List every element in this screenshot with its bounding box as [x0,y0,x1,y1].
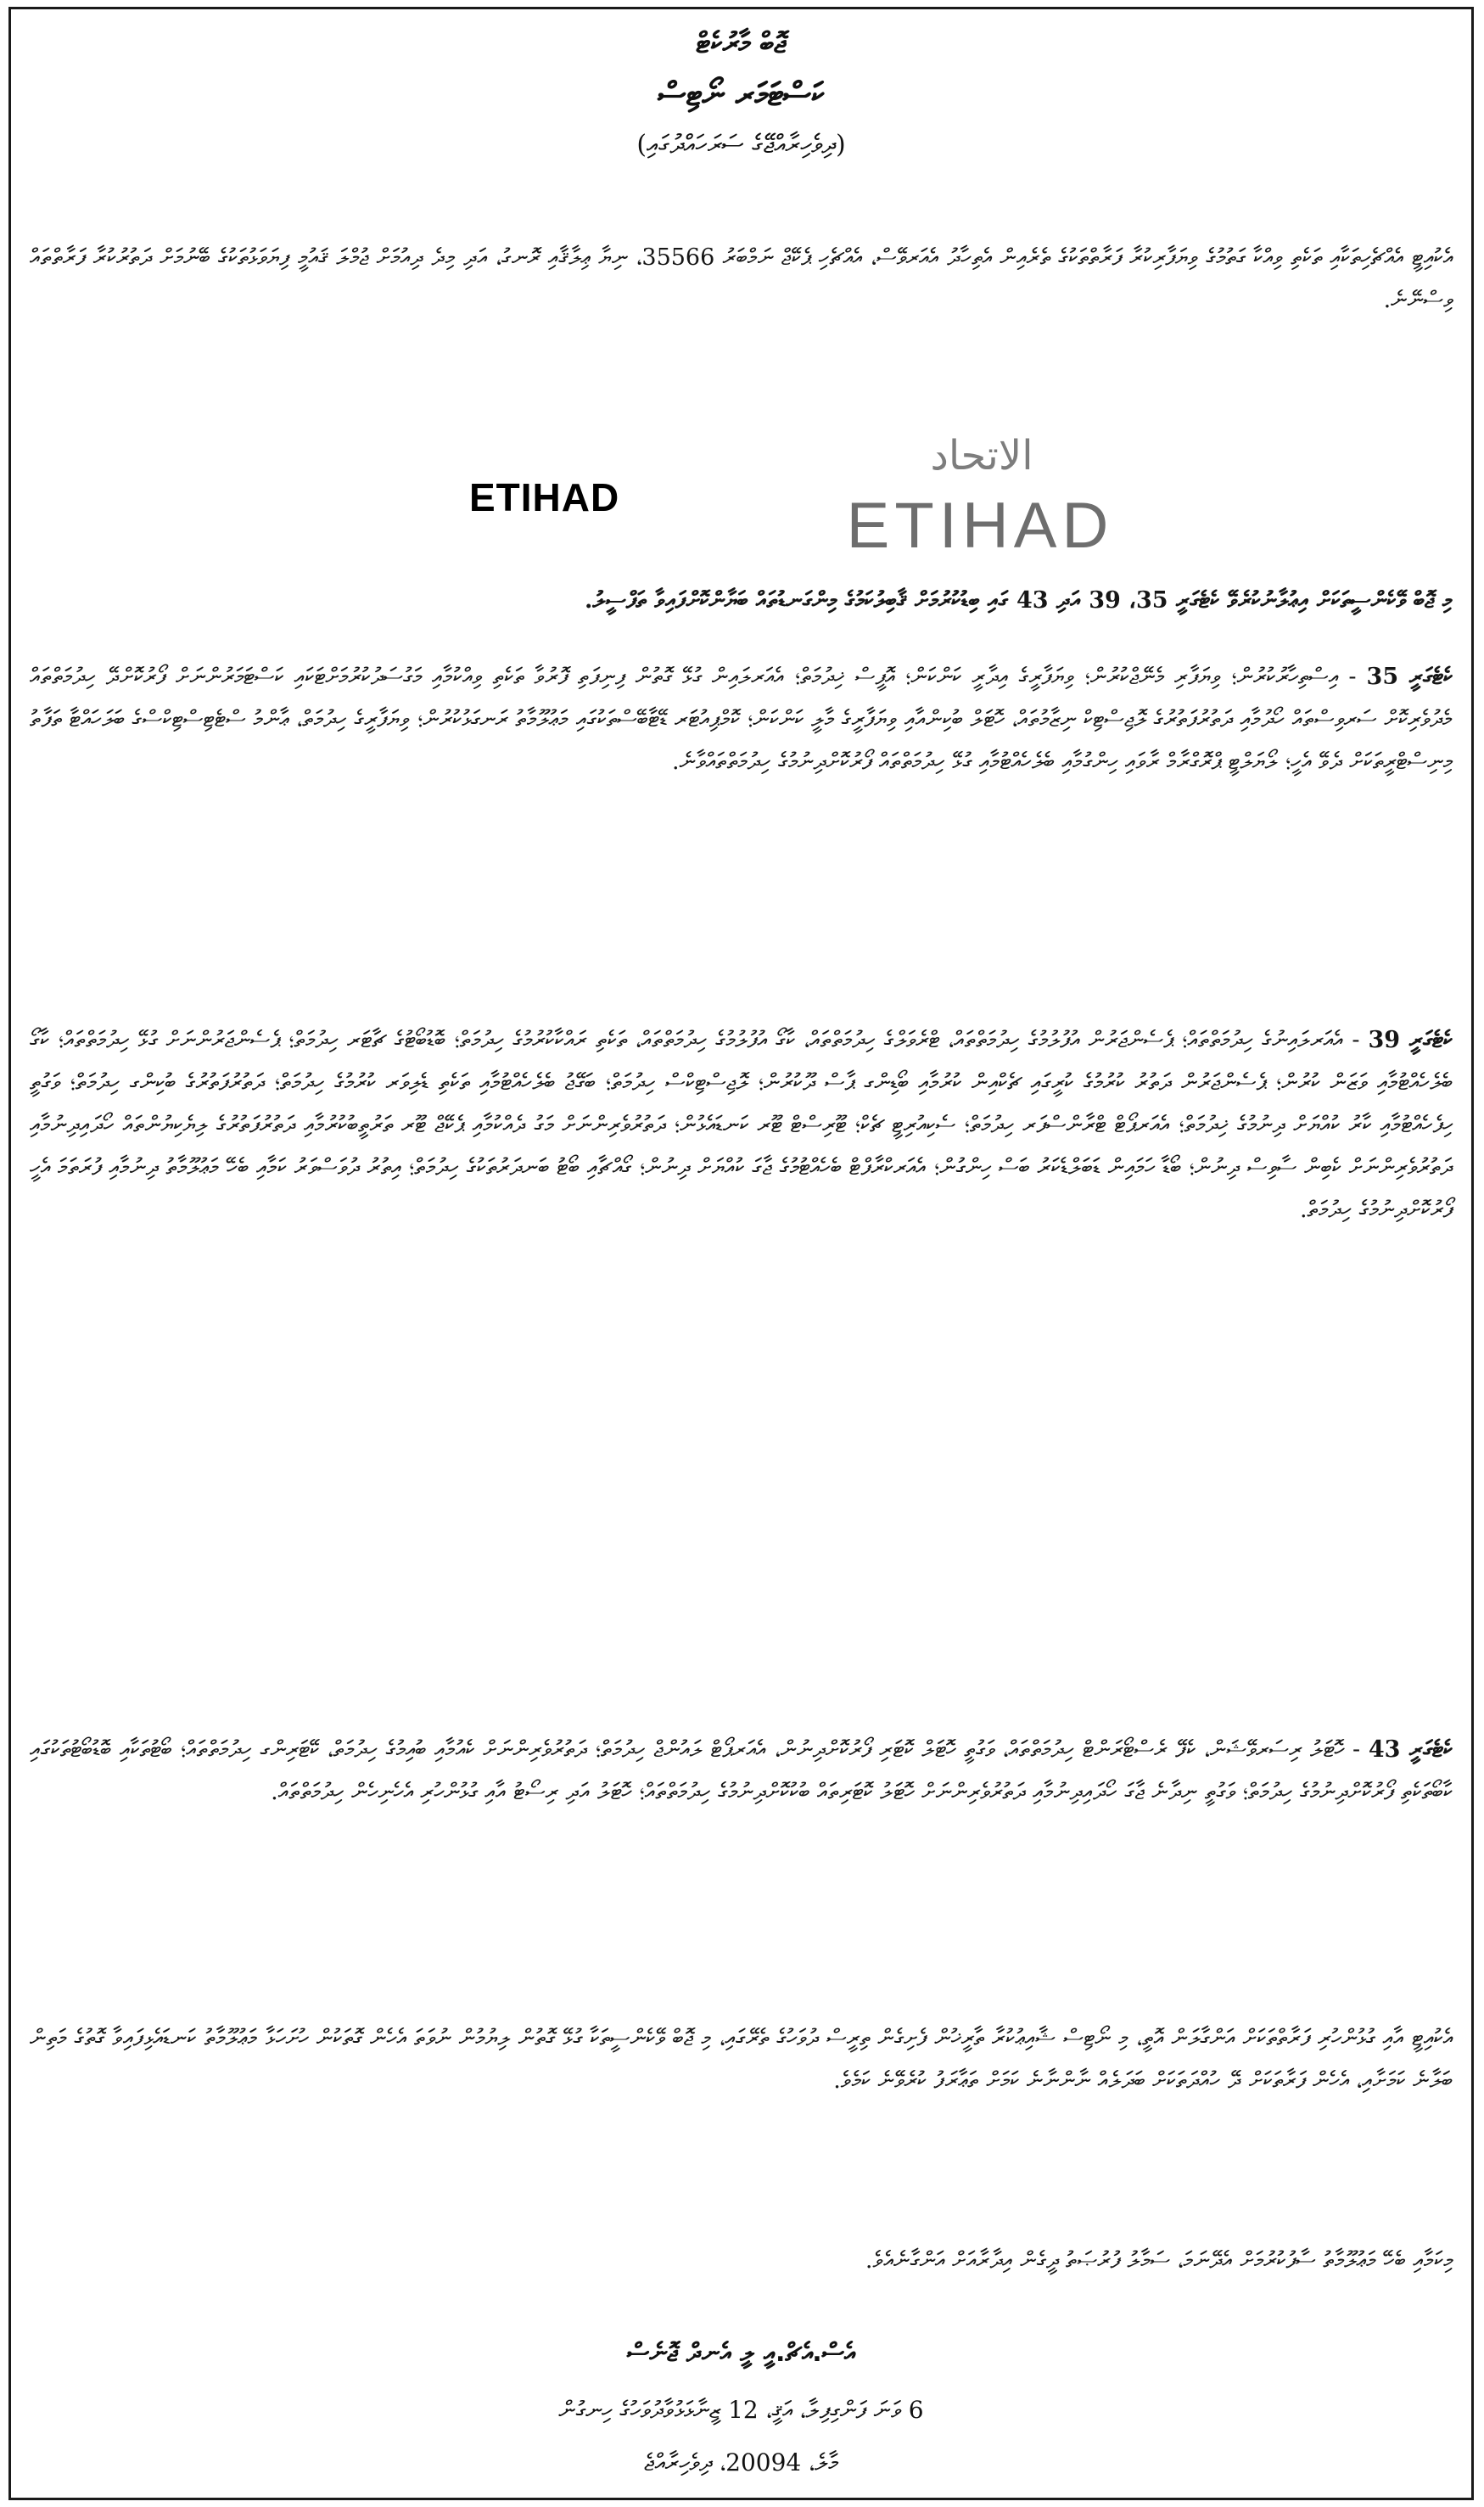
notice-page [8,7,1474,2500]
etihad-latin-logo-text: ETIHAD [846,490,1114,558]
category-43-label: ކެޓެގަރީ 43 [1368,1736,1453,1763]
header-region: (ދިވެހިރާއްޖޭގެ ސަރަހައްދުގައި) [636,130,846,160]
category-reference-line: މި ޖޮބް ވޭކެންސީތަކަށް އިޢުލާނުކުރެވޭ ކެޓެގަރީ 35، 39 އަދި 43 ގައި ބިޑުކުރުމަށް ޤާބިލުކަމުގެ މިންގަނޑުތައް ބަޔާންކޮށްފައިވާ ތަފްސީލު. [584,587,1453,614]
etihad-logo [802,430,1158,558]
notice-header [11,20,1471,169]
signatory-address: 6 ވަނަ ފަންގިފިލާ، އަޤީ، 12 ޒީނާޅަޅުވާދުވަހުގެ ހިނގުން [558,2396,924,2424]
category-39-label: ކެޓެގަރީ 39 [1368,1027,1453,1053]
category-35-label: ކެޓެގަރީ 35 [1366,664,1453,690]
category-39-text: - އެއަރލައިނުގެ ހިދުމަތްތައް؛ ޕެސެންޖަރުން އުފުލުމުގެ ހިދުމަތްތައް، ޓްރެވަލްގެ ހިދުމަތްތައް، ކާގޯ އުފުލުމުގެ ހިދުމަތްތައް، ތަކެތި ރައްކާކުރުމުގެ ހިދުމަތް؛ ބޮޑުބޯޓުގެ ޗާޓަރ ހިދުމަތް؛ ޕެސެންޖަރުންނަށް ގުޅޭ ހިދުމަތްތައް؛ ކާގޯ ބެލެހެއްޓުމާއި ވަޒަން ކުރުން؛ ޕެސެންޖަރުން ދަތުރު ކުރުމުގެ ކުރީގައި ޗެކްއިން ކުރުމާއި ބޯޑިންގ ޕާސް ދޫކުރުން؛ ލޮޖިސްޓިކްސް ހިދުމަތް؛ ބަގޭޖު ބެލެހެއްޓުމާއި ތަކެތި ޑެލިވަރ ކުރުމުގެ ހިދުމަތް؛ ދަތުރުފަތުރުގެ ބުކިންގ ހިދުމަތް؛ ވަގުތީ ހިފެހެއްޓުމާއި ކާރު ކުއްޔަށް ދިނުމުގެ ޚިދުމަތް؛ އެއަރޕޯޓް ޓްރާންސްފަރ ހިދުމަތް؛ ސެކިއުރިޓީ ޗެކް؛ ޓޫރިސްޓް ޓޫރ ކަނޑައެޅުން؛ ދަތުރުވެރިންނަށް މަގު ދެއްކުމާއި ޕެކޭޖް ޓޫރ ތަރުތީބުކުރުމާއި ދަތުރުފަތުރުގެ ލިޔެކިޔުންތައް ހޯދައިދިނުމާއި ދަތުރުވެރިންނަށް ކެބިން ސާވިސް ދިނުން؛ ބޯޑާ ހަމައިން ޑަބަލްޑެކަރު ބަސް ހިންގުން؛ އެއަރކްރާފްޓް ބެހެއްޓުމުގެ ޖާގަ ކުއްޔަށް ދިނުން؛ ގޯއްޗާއި ބޯޓު ބަނދަރުތަކުގެ ހިދުމަތް؛ އިތުރު ދުވަސްވަރު ކަމާއި ބެހޭ މަޢުލޫމާތު ދިނުމާއި ފުރަތަމަ އެހީ ފޯރުކޮށްދިނުމުގެ ހިދުމަތް. [30,1027,1453,1223]
etihad-arabic-logo-text: الاتحاد [930,432,1033,480]
category-39-paragraph [30,1019,1453,1231]
etihad-wordmark-text: ETIHAD [469,475,620,519]
header-customer-notice: ކަސްޓަމަރ ނޯޓިސް [658,76,825,113]
signatory-city: މާލެ، 20094، ދިވެހިރާއްޖެ [644,2448,838,2476]
category-35-text: - އިސްތިހާރުކުރުން؛ ވިޔަފާރި މެނޭޖްކުރުން؛ ވިޔަފާރީގެ އިދާރީ ކަންކަން؛ އޮފީސް ޚިދުމަތް؛ އެއަރލައިން ގުޅޭ ގޮތުން ފިނިފަތި ފޮރުވާ ތަކެތި ވިއްކުމާއި މަގުސަދުކުރުމަށްޓަކައި ކަސްޓަމަރުންނަށް ފޯރުކޮށްދޭ ހިދުމަތްތައް މެދުވެރިކޮށް ސަރވިސްތައް ހޯދުމާއި ދަތުރުފަތުރުގެ ލޮޖިސްޓިކް ނިޒާމުތައް، ހޮޓަލް ބުކިންއާއި ވިޔަފާރީގެ މާލީ ކަންކަން؛ ކޮމްޕިއުޓަރ ޑޭޓާބޭސްތަކުގައި މަޢުލޫމާތު ރަނގަޅުކުރުން؛ ވިޔަފާރީގެ ހިދުމަތް، ޢާންމު ސްޓެޓިސްޓިކްސްގެ ބަލަހައްޓާ ތަފާތު މިނިސްޓްރީތަކަށް ދެވޭ އެހީ؛ ލޯޔަލްޓީ ޕްރޮގްރާމް ރާވައި ހިންގުމާއި ބެލެހެއްޓުމާއި ގުޅޭ ހިދުމަތްތައް ފޯރުކޮށްދިނުމުގެ ހިދުމަތްތައްވާނެ. [30,664,1453,775]
header-market-title: ޖޮބް މާރުކެޓް [696,26,787,60]
closing-line: މިކަމާއި ބެހޭ މަޢުލޫމާތު ސާފުކުރުމަށް އެދޭނަމަ، ސަމާލު ފުރުޞަތު ދީގެން އިދާރާއަށް އަންގާނެއެވެ. [865,2247,1453,2274]
category-43-paragraph [30,1729,1453,1814]
signatory-name: އެސް.އެޗް.އީ ލީ އެނދް ޖޮނެސް [626,2338,856,2368]
intro-paragraph: އެކުއިޓީ އެއްޗެހިތަކާއި ތަކެތި ވިއްކާ ގަތުމުގެ ވިޔަފާރިކުރާ ފަރާތްތަކުގެ ތެރެއިން އެތިހާދު އެއަރވޭސް، އެއްޗެހި ޕެކޭޖް ނަމްބަރު 35566، ނިޔާ ޢިލާޤާއި ރޮނގު، އަދި މިދެ ދިއުމަށް ޖުމްލަ ޤައުމީ ފިޔަވަޅުތަކުގެ ބޭނުމަށް ދަތުރުކުރާ ފަރާތްތައް ވިސްނޭނެ. [30,244,1453,313]
objection-notice-paragraph: އެކުއިޓީ އާއި ގުޅުންހުރި ފަރާތްތަކަށް އަންގާލަން އޮތީ، މި ނޯޓިސް ޝާއިޢުކުރާ ތާރީޚުން ފެށިގެން ތިރީސް ދުވަހުގެ ތެރޭގައި، މި ޖޮބް ވޭކެންސީތަކާ ގުޅޭ ގޮތުން ލިޔުމުން ނުވަތަ އެހެން ގޮތަކުން ހުށަހަޅާ މަޢުލޫމާތު ކަނޑައެޅިފައިވާ ގޮތުގެ މަތިން ބަލާނެ ކަމަށާއި، އެހެން ފަރާތަކަށް ދޭ ހުއްދަތަކަށް ބަދަލެއް ނާންނާނެ ކަމަށް ތަޢާރަފު ކުރެވޭނެ ކަމެވެ. [30,2025,1453,2094]
category-43-text: - ހޮޓަލު ރިސަރވޭޝަން، ކެފޭ ރެސްޓޯރަންޓް ހިދުމަތްތައް، ވަގުތީ ހޮޓަލް ކޮޓަރި ފޯރުކޮށްދިނުން، އެއަރޕޯޓް ލައުންޖް ހިދުމަތް؛ ދަތުރުވެރިންނަށް ކެއުމާއި ބުއިމުގެ ހިދުމަތް، ކޭޓަރިންގ ހިދުމަތްތައް؛ ބޯޓުތަކާއި ބޮޑުބޯޓުތަކުގައި ކާބޯތަކެތި ފޯރުކޮށްދިނުމުގެ ހިދުމަތް؛ ވަގުތީ ނިދާނެ ޖާގަ ހޯދައިދިނުމާއި ދަތުރުވެރިންނަށް ހޮޓަލު ކޮޓަރިތައް ބުކުކޮށްދިނުމުގެ ހިދުމަތްތައް؛ ހޮޓަލު އަދި ރިސޯޓު އާއި ގުޅުންހުރި އެހެނިހެން ހިދުމަތްތައް. [30,1736,1453,1805]
category-35-paragraph [30,656,1453,783]
